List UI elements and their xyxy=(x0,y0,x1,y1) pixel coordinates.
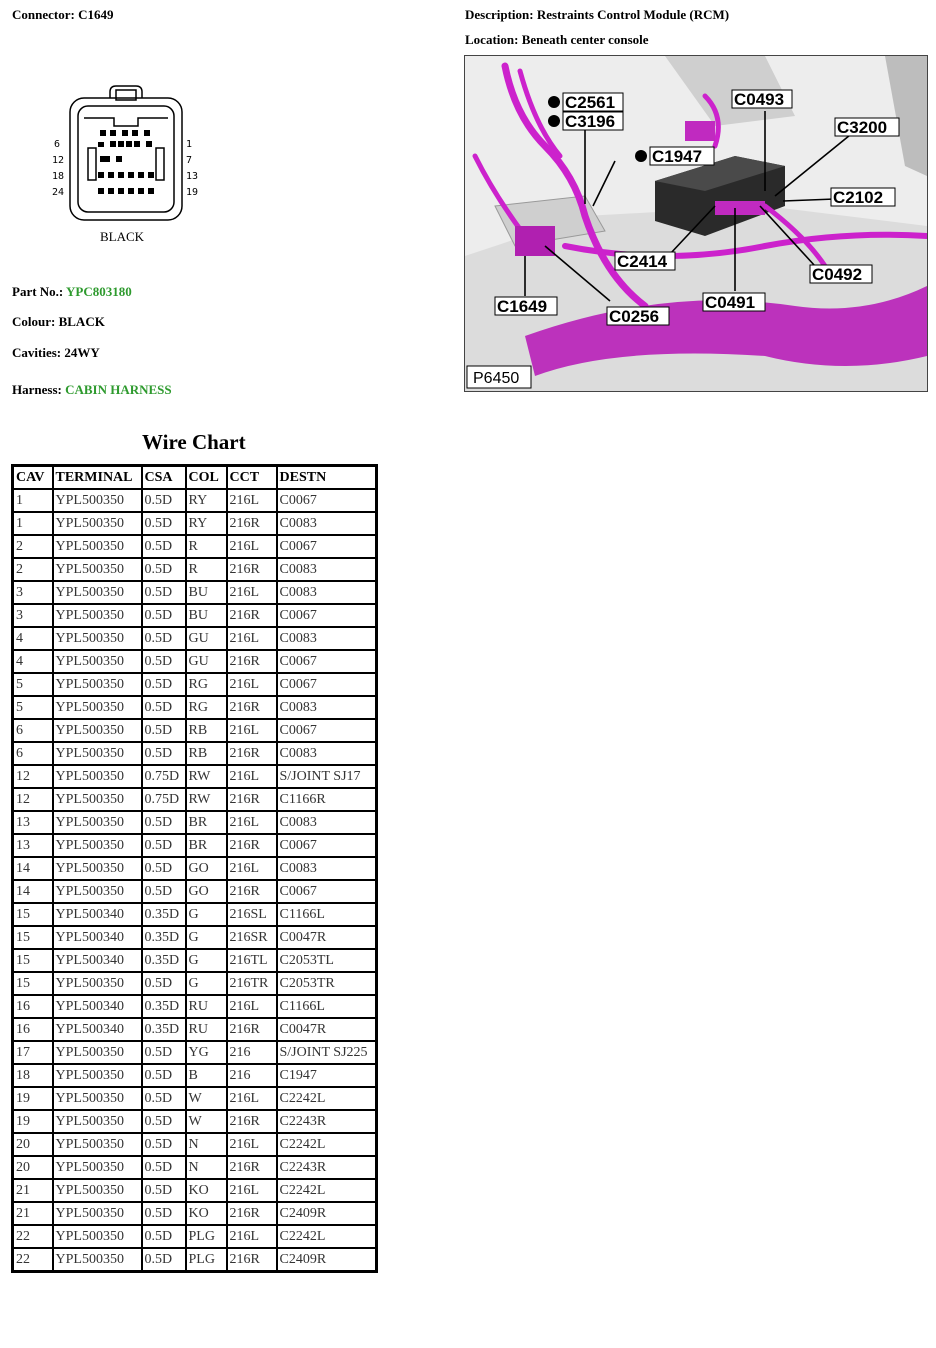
cell-destn: C0067 xyxy=(277,880,377,903)
callout-c3196: C3196 xyxy=(565,112,616,131)
cell-cct: 216L xyxy=(227,627,277,650)
cell-destn: C1166L xyxy=(277,995,377,1018)
wire-chart-table xyxy=(11,464,378,1273)
table-row xyxy=(13,1202,377,1225)
cell-destn: C1166R xyxy=(277,788,377,811)
cell-cct: 216L xyxy=(227,1225,277,1248)
cell-terminal: YPL500350 xyxy=(53,765,142,788)
cell-col: RW xyxy=(186,765,227,788)
table-row xyxy=(13,903,377,926)
cell-terminal: YPL500340 xyxy=(53,1018,142,1041)
cell-col: RU xyxy=(186,995,227,1018)
cell-destn: C1947 xyxy=(277,1064,377,1087)
col-header-csa: CSA xyxy=(142,466,186,490)
table-row xyxy=(13,742,377,765)
col-header-terminal: TERMINAL xyxy=(53,466,142,490)
cell-cav: 6 xyxy=(13,742,53,765)
cell-csa: 0.5D xyxy=(142,1110,186,1133)
cell-terminal: YPL500340 xyxy=(53,926,142,949)
pin-label-6: 6 xyxy=(54,139,61,150)
cell-cav: 4 xyxy=(13,627,53,650)
table-row xyxy=(13,1133,377,1156)
cell-destn: C0067 xyxy=(277,604,377,627)
cell-destn: C0083 xyxy=(277,811,377,834)
cell-csa: 0.5D xyxy=(142,811,186,834)
callout-c3200: C3200 xyxy=(837,118,888,137)
table-row xyxy=(13,1018,377,1041)
cell-cav: 2 xyxy=(13,558,53,581)
cell-cct: 216R xyxy=(227,604,277,627)
cell-cav: 15 xyxy=(13,926,53,949)
table-row xyxy=(13,1087,377,1110)
cell-col: KO xyxy=(186,1202,227,1225)
cell-cav: 5 xyxy=(13,673,53,696)
col-header-cav: CAV xyxy=(13,466,53,490)
cell-cct: 216 xyxy=(227,1041,277,1064)
table-row xyxy=(13,719,377,742)
cell-col: W xyxy=(186,1110,227,1133)
part-number: Part No.: YPC803180 xyxy=(12,284,132,299)
cell-cct: 216SL xyxy=(227,903,277,926)
cell-cct: 216L xyxy=(227,765,277,788)
cell-terminal: YPL500350 xyxy=(53,811,142,834)
cell-csa: 0.5D xyxy=(142,972,186,995)
wire-chart-body xyxy=(13,489,377,1272)
cell-cct: 216R xyxy=(227,1202,277,1225)
cell-terminal: YPL500350 xyxy=(53,1041,142,1064)
cell-col: RB xyxy=(186,719,227,742)
cell-csa: 0.5D xyxy=(142,1156,186,1179)
cell-col: N xyxy=(186,1133,227,1156)
table-row xyxy=(13,1041,377,1064)
cell-cct: 216L xyxy=(227,719,277,742)
cell-cct: 216L xyxy=(227,1179,277,1202)
cell-destn: C2242L xyxy=(277,1225,377,1248)
table-row xyxy=(13,604,377,627)
cell-cav: 20 xyxy=(13,1156,53,1179)
cell-cct: 216L xyxy=(227,857,277,880)
cell-destn: C0083 xyxy=(277,512,377,535)
cell-col: W xyxy=(186,1087,227,1110)
connector-id: Connector: C1649 xyxy=(12,7,114,22)
cell-col: BU xyxy=(186,604,227,627)
cell-destn: S/JOINT SJ17 xyxy=(277,765,377,788)
cell-terminal: YPL500350 xyxy=(53,1202,142,1225)
cell-destn: C1166L xyxy=(277,903,377,926)
cell-cav: 18 xyxy=(13,1064,53,1087)
table-row xyxy=(13,811,377,834)
cell-cav: 19 xyxy=(13,1110,53,1133)
photo-reference: P6450 xyxy=(473,370,520,387)
pin-label-24: 24 xyxy=(52,187,65,198)
cell-destn: C0067 xyxy=(277,489,377,512)
cell-destn: C2243R xyxy=(277,1110,377,1133)
table-row xyxy=(13,765,377,788)
table-row xyxy=(13,1064,377,1087)
pin-label-18: 18 xyxy=(52,171,65,182)
cell-csa: 0.75D xyxy=(142,788,186,811)
cell-cav: 20 xyxy=(13,1133,53,1156)
callout-c1947: C1947 xyxy=(652,147,703,166)
cell-csa: 0.5D xyxy=(142,489,186,512)
table-row xyxy=(13,650,377,673)
callout-c2561: C2561 xyxy=(565,93,616,112)
cell-destn: C0067 xyxy=(277,535,377,558)
cell-terminal: YPL500350 xyxy=(53,673,142,696)
cell-col: G xyxy=(186,903,227,926)
cell-cav: 2 xyxy=(13,535,53,558)
cell-cct: 216 xyxy=(227,1064,277,1087)
harness: Harness: CABIN HARNESS xyxy=(12,382,172,397)
cell-csa: 0.5D xyxy=(142,834,186,857)
cell-cav: 4 xyxy=(13,650,53,673)
col-header-cct: CCT xyxy=(227,466,277,490)
cell-col: N xyxy=(186,1156,227,1179)
cell-csa: 0.5D xyxy=(142,719,186,742)
cell-cav: 3 xyxy=(13,604,53,627)
callout-c0491: C0491 xyxy=(705,293,756,312)
cell-csa: 0.35D xyxy=(142,1018,186,1041)
cell-col: KO xyxy=(186,1179,227,1202)
cell-col: R xyxy=(186,558,227,581)
location: Location: Beneath center console xyxy=(465,32,649,47)
cell-csa: 0.5D xyxy=(142,1064,186,1087)
cell-col: GU xyxy=(186,627,227,650)
cell-col: G xyxy=(186,972,227,995)
table-row xyxy=(13,995,377,1018)
cell-destn: C2242L xyxy=(277,1179,377,1202)
cell-cav: 15 xyxy=(13,949,53,972)
cell-destn: C2409R xyxy=(277,1202,377,1225)
cell-terminal: YPL500350 xyxy=(53,834,142,857)
table-row xyxy=(13,535,377,558)
cell-cav: 21 xyxy=(13,1179,53,1202)
cell-col: RB xyxy=(186,742,227,765)
cell-cav: 19 xyxy=(13,1087,53,1110)
cell-col: GU xyxy=(186,650,227,673)
cell-cav: 15 xyxy=(13,903,53,926)
cell-csa: 0.35D xyxy=(142,995,186,1018)
cell-terminal: YPL500350 xyxy=(53,558,142,581)
callout-c1649: C1649 xyxy=(497,297,548,316)
location-photo xyxy=(464,55,928,392)
cell-destn: C0067 xyxy=(277,834,377,857)
table-row xyxy=(13,972,377,995)
callout-c0492: C0492 xyxy=(812,265,863,284)
cell-cct: 216L xyxy=(227,1087,277,1110)
cell-cav: 1 xyxy=(13,512,53,535)
cell-col: PLG xyxy=(186,1225,227,1248)
table-row xyxy=(13,627,377,650)
cell-csa: 0.75D xyxy=(142,765,186,788)
description: Description: Restraints Control Module (RCM) xyxy=(465,7,730,22)
cell-cct: 216R xyxy=(227,558,277,581)
cell-cct: 216R xyxy=(227,650,277,673)
cell-csa: 0.5D xyxy=(142,857,186,880)
callout-c2102: C2102 xyxy=(833,188,884,207)
cell-terminal: YPL500350 xyxy=(53,1087,142,1110)
cell-cav: 3 xyxy=(13,581,53,604)
table-row xyxy=(13,834,377,857)
cell-terminal: YPL500350 xyxy=(53,650,142,673)
table-row xyxy=(13,1225,377,1248)
cell-destn: C2409R xyxy=(277,1248,377,1272)
cell-cct: 216TL xyxy=(227,949,277,972)
cell-csa: 0.5D xyxy=(142,650,186,673)
cell-cct: 216R xyxy=(227,512,277,535)
table-row xyxy=(13,1248,377,1272)
cell-col: RY xyxy=(186,512,227,535)
cell-cav: 14 xyxy=(13,857,53,880)
cell-col: RW xyxy=(186,788,227,811)
cell-csa: 0.35D xyxy=(142,949,186,972)
cell-cav: 12 xyxy=(13,788,53,811)
cell-csa: 0.5D xyxy=(142,512,186,535)
col-header-col: COL xyxy=(186,466,227,490)
pin-label-19: 19 xyxy=(186,187,199,198)
cell-terminal: YPL500350 xyxy=(53,535,142,558)
cell-cct: 216R xyxy=(227,834,277,857)
cell-csa: 0.5D xyxy=(142,1041,186,1064)
cell-terminal: YPL500340 xyxy=(53,949,142,972)
cell-cav: 13 xyxy=(13,811,53,834)
cell-destn: C0047R xyxy=(277,1018,377,1041)
cell-terminal: YPL500340 xyxy=(53,903,142,926)
cell-terminal: YPL500350 xyxy=(53,1064,142,1087)
cell-destn: S/JOINT SJ225 xyxy=(277,1041,377,1064)
wire-chart-header-row xyxy=(13,466,377,490)
cell-destn: C0083 xyxy=(277,742,377,765)
cell-col: RG xyxy=(186,696,227,719)
colour: Colour: BLACK xyxy=(12,314,105,329)
cell-cct: 216L xyxy=(227,811,277,834)
table-row xyxy=(13,558,377,581)
cell-cct: 216R xyxy=(227,788,277,811)
cell-terminal: YPL500350 xyxy=(53,1133,142,1156)
callout-c2414: C2414 xyxy=(617,252,668,271)
cell-csa: 0.5D xyxy=(142,627,186,650)
cell-col: GO xyxy=(186,880,227,903)
connector-face-diagram xyxy=(48,78,208,248)
cell-cct: 216R xyxy=(227,1156,277,1179)
cell-terminal: YPL500350 xyxy=(53,581,142,604)
pin-label-12: 12 xyxy=(52,155,65,166)
cell-terminal: YPL500350 xyxy=(53,1110,142,1133)
cell-terminal: YPL500350 xyxy=(53,1248,142,1272)
cell-col: YG xyxy=(186,1041,227,1064)
cell-cav: 22 xyxy=(13,1225,53,1248)
cell-destn: C2242L xyxy=(277,1087,377,1110)
cell-terminal: YPL500350 xyxy=(53,489,142,512)
callout-c0493: C0493 xyxy=(734,90,785,109)
cell-cct: 216R xyxy=(227,1110,277,1133)
cell-csa: 0.5D xyxy=(142,581,186,604)
cell-csa: 0.5D xyxy=(142,1133,186,1156)
cell-col: GO xyxy=(186,857,227,880)
cell-destn: C0067 xyxy=(277,650,377,673)
table-row xyxy=(13,489,377,512)
cell-csa: 0.5D xyxy=(142,1225,186,1248)
cell-cct: 216L xyxy=(227,1133,277,1156)
cell-csa: 0.5D xyxy=(142,1087,186,1110)
wire-chart-title: Wire Chart xyxy=(142,430,246,454)
pin-label-1: 1 xyxy=(186,139,193,150)
cell-csa: 0.5D xyxy=(142,1202,186,1225)
cell-terminal: YPL500350 xyxy=(53,696,142,719)
cell-col: RG xyxy=(186,673,227,696)
cell-col: BR xyxy=(186,811,227,834)
cell-destn: C2053TL xyxy=(277,949,377,972)
cell-csa: 0.5D xyxy=(142,1179,186,1202)
cell-destn: C2053TR xyxy=(277,972,377,995)
cell-cct: 216R xyxy=(227,696,277,719)
col-header-destn: DESTN xyxy=(277,466,377,490)
table-row xyxy=(13,696,377,719)
cell-csa: 0.5D xyxy=(142,742,186,765)
cell-cav: 16 xyxy=(13,1018,53,1041)
cell-col: BU xyxy=(186,581,227,604)
table-row xyxy=(13,949,377,972)
cell-terminal: YPL500340 xyxy=(53,995,142,1018)
cell-terminal: YPL500350 xyxy=(53,880,142,903)
cell-destn: C0067 xyxy=(277,673,377,696)
table-row xyxy=(13,788,377,811)
cell-cct: 216R xyxy=(227,880,277,903)
cell-col: G xyxy=(186,949,227,972)
table-row xyxy=(13,880,377,903)
cell-terminal: YPL500350 xyxy=(53,719,142,742)
cell-terminal: YPL500350 xyxy=(53,512,142,535)
table-row xyxy=(13,581,377,604)
cell-cct: 216TR xyxy=(227,972,277,995)
cell-cct: 216R xyxy=(227,742,277,765)
cell-destn: C0083 xyxy=(277,558,377,581)
cell-destn: C0083 xyxy=(277,857,377,880)
connector-color-label: BLACK xyxy=(100,229,145,244)
cell-terminal: YPL500350 xyxy=(53,857,142,880)
cell-terminal: YPL500350 xyxy=(53,1156,142,1179)
table-row xyxy=(13,512,377,535)
cell-cav: 1 xyxy=(13,489,53,512)
cell-destn: C0047R xyxy=(277,926,377,949)
cell-destn: C0083 xyxy=(277,581,377,604)
cell-cct: 216L xyxy=(227,535,277,558)
table-row xyxy=(13,1179,377,1202)
cell-col: G xyxy=(186,926,227,949)
cell-csa: 0.35D xyxy=(142,926,186,949)
cell-csa: 0.5D xyxy=(142,535,186,558)
cell-csa: 0.35D xyxy=(142,903,186,926)
cell-col: BR xyxy=(186,834,227,857)
cell-cav: 15 xyxy=(13,972,53,995)
cell-col: RU xyxy=(186,1018,227,1041)
cell-cct: 216L xyxy=(227,581,277,604)
cell-cct: 216SR xyxy=(227,926,277,949)
cell-cct: 216R xyxy=(227,1018,277,1041)
pin-label-7: 7 xyxy=(186,155,193,166)
table-row xyxy=(13,926,377,949)
cell-csa: 0.5D xyxy=(142,558,186,581)
cell-col: RY xyxy=(186,489,227,512)
cell-csa: 0.5D xyxy=(142,1248,186,1272)
cell-destn: C0083 xyxy=(277,696,377,719)
cell-cct: 216L xyxy=(227,995,277,1018)
cell-terminal: YPL500350 xyxy=(53,742,142,765)
cell-cav: 5 xyxy=(13,696,53,719)
cell-csa: 0.5D xyxy=(142,696,186,719)
cell-cct: 216L xyxy=(227,673,277,696)
table-row xyxy=(13,1110,377,1133)
cell-cav: 13 xyxy=(13,834,53,857)
cell-csa: 0.5D xyxy=(142,604,186,627)
cell-cav: 14 xyxy=(13,880,53,903)
table-row xyxy=(13,1156,377,1179)
cell-cav: 16 xyxy=(13,995,53,1018)
cell-cav: 6 xyxy=(13,719,53,742)
cell-csa: 0.5D xyxy=(142,880,186,903)
cell-cav: 12 xyxy=(13,765,53,788)
cell-cav: 17 xyxy=(13,1041,53,1064)
cell-col: PLG xyxy=(186,1248,227,1272)
cell-destn: C2243R xyxy=(277,1156,377,1179)
cell-terminal: YPL500350 xyxy=(53,788,142,811)
cell-terminal: YPL500350 xyxy=(53,1179,142,1202)
cell-col: R xyxy=(186,535,227,558)
cell-destn: C0067 xyxy=(277,719,377,742)
callout-c0256: C0256 xyxy=(609,307,660,326)
cell-cav: 21 xyxy=(13,1202,53,1225)
cell-terminal: YPL500350 xyxy=(53,627,142,650)
pin-label-13: 13 xyxy=(186,171,199,182)
cell-cav: 22 xyxy=(13,1248,53,1272)
cell-destn: C0083 xyxy=(277,627,377,650)
cell-cct: 216R xyxy=(227,1248,277,1272)
cell-terminal: YPL500350 xyxy=(53,604,142,627)
table-row xyxy=(13,673,377,696)
cell-destn: C2242L xyxy=(277,1133,377,1156)
table-row xyxy=(13,857,377,880)
cell-terminal: YPL500350 xyxy=(53,972,142,995)
cell-col: B xyxy=(186,1064,227,1087)
cell-terminal: YPL500350 xyxy=(53,1225,142,1248)
cavities: Cavities: 24WY xyxy=(12,345,100,360)
cell-csa: 0.5D xyxy=(142,673,186,696)
cell-cct: 216L xyxy=(227,489,277,512)
